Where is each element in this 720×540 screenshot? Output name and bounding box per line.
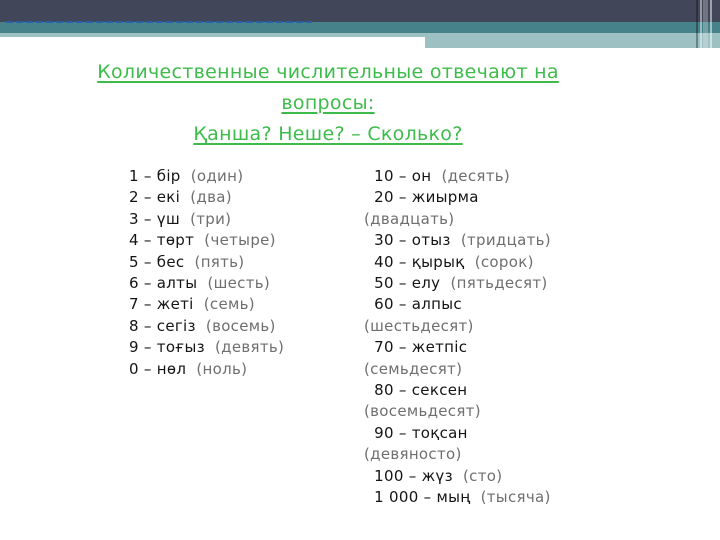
translation-russian: (восемьдесят) xyxy=(364,402,481,421)
number-row xyxy=(364,316,551,337)
translation-russian: (шесть) xyxy=(197,274,271,293)
number-row xyxy=(364,401,551,422)
translation-russian: (четыре) xyxy=(194,231,276,250)
number-row xyxy=(129,187,284,208)
number-kazakh: 1 – бір xyxy=(129,167,181,185)
translation-russian: (восемь) xyxy=(195,316,276,335)
number-kazakh: 90 – тоқсан xyxy=(364,423,468,442)
number-row xyxy=(364,273,551,294)
slide-title xyxy=(18,57,638,150)
light-teal-strip-right xyxy=(425,33,720,48)
translation-russian: (пять) xyxy=(184,252,245,271)
vertical-stripe-decoration xyxy=(700,0,702,48)
number-row xyxy=(129,166,284,187)
number-kazakh: 20 – жиырма xyxy=(364,188,479,207)
number-kazakh: 100 – жүз xyxy=(364,466,453,485)
number-row xyxy=(364,423,551,444)
number-kazakh: 10 – он xyxy=(364,167,432,185)
number-row xyxy=(129,316,284,337)
number-row xyxy=(129,273,284,294)
number-kazakh: 4 – төрт xyxy=(129,231,195,250)
number-kazakh: 60 – алпыс xyxy=(364,295,462,314)
number-row xyxy=(129,252,284,273)
title-line-1: Количественные числительные отвечают на xyxy=(97,61,559,83)
translation-russian: (шестьдесят) xyxy=(364,316,474,335)
number-kazakh: 70 – жетпіс xyxy=(364,338,468,357)
number-row xyxy=(129,337,284,358)
number-kazakh: 1 000 – мың xyxy=(364,488,471,507)
light-teal-strip-left xyxy=(0,33,425,37)
dashed-line-decoration xyxy=(6,21,312,23)
number-row xyxy=(129,209,284,230)
number-row xyxy=(129,294,284,315)
translation-russian: (пятьдесят) xyxy=(440,274,548,293)
top-dark-bar xyxy=(0,0,720,22)
number-row xyxy=(364,209,551,230)
number-row xyxy=(364,487,551,508)
translation-russian: (семьдесят) xyxy=(364,359,463,378)
number-row xyxy=(364,466,551,487)
number-row xyxy=(129,359,284,380)
numbers-column-left xyxy=(129,166,284,380)
number-kazakh: 5 – бес xyxy=(129,252,185,271)
number-kazakh: 7 – жеті xyxy=(129,295,194,314)
number-row xyxy=(364,380,551,401)
title-line-3: Қанша? Неше? – Сколько? xyxy=(193,123,463,145)
translation-russian: (два) xyxy=(180,188,232,207)
number-kazakh: 9 – тоғыз xyxy=(129,338,205,357)
translation-russian: (девяносто) xyxy=(364,445,462,464)
title-line-2: вопросы: xyxy=(281,92,375,114)
number-kazakh: 50 – елу xyxy=(364,274,441,293)
number-row xyxy=(364,230,551,251)
number-kazakh: 40 – қырық xyxy=(364,252,465,271)
number-row xyxy=(364,444,551,465)
translation-russian: (семь) xyxy=(193,295,255,314)
number-row xyxy=(364,252,551,273)
teal-band-decoration xyxy=(0,22,720,33)
number-kazakh: 3 – үш xyxy=(129,209,180,228)
translation-russian: (ноль) xyxy=(186,359,248,378)
translation-russian: (сто) xyxy=(452,466,503,485)
translation-russian: (три) xyxy=(179,209,232,228)
number-kazakh: 80 – сексен xyxy=(364,381,468,400)
translation-russian: (тысяча) xyxy=(470,488,551,507)
number-row xyxy=(364,294,551,315)
translation-russian: (девять) xyxy=(204,338,285,357)
number-row xyxy=(364,337,551,358)
number-kazakh: 30 – отыз xyxy=(364,231,451,250)
number-row xyxy=(129,230,284,251)
translation-russian: (один) xyxy=(180,167,244,185)
translation-russian: (тридцать) xyxy=(450,231,551,250)
translation-russian: (двадцать) xyxy=(364,209,455,228)
vertical-stripe-decoration xyxy=(710,0,712,48)
vertical-stripe-decoration xyxy=(703,0,708,48)
number-kazakh: 0 – нөл xyxy=(129,359,187,378)
translation-russian: (сорок) xyxy=(464,252,534,271)
vertical-stripe-decoration xyxy=(696,0,698,48)
translation-russian: (десять) xyxy=(431,167,511,185)
number-kazakh: 2 – екі xyxy=(129,188,181,207)
number-row xyxy=(364,166,551,187)
number-kazakh: 6 – алты xyxy=(129,274,198,293)
number-row xyxy=(364,187,551,208)
numbers-column-right xyxy=(364,166,551,509)
number-row xyxy=(364,359,551,380)
number-kazakh: 8 – сегіз xyxy=(129,316,196,335)
